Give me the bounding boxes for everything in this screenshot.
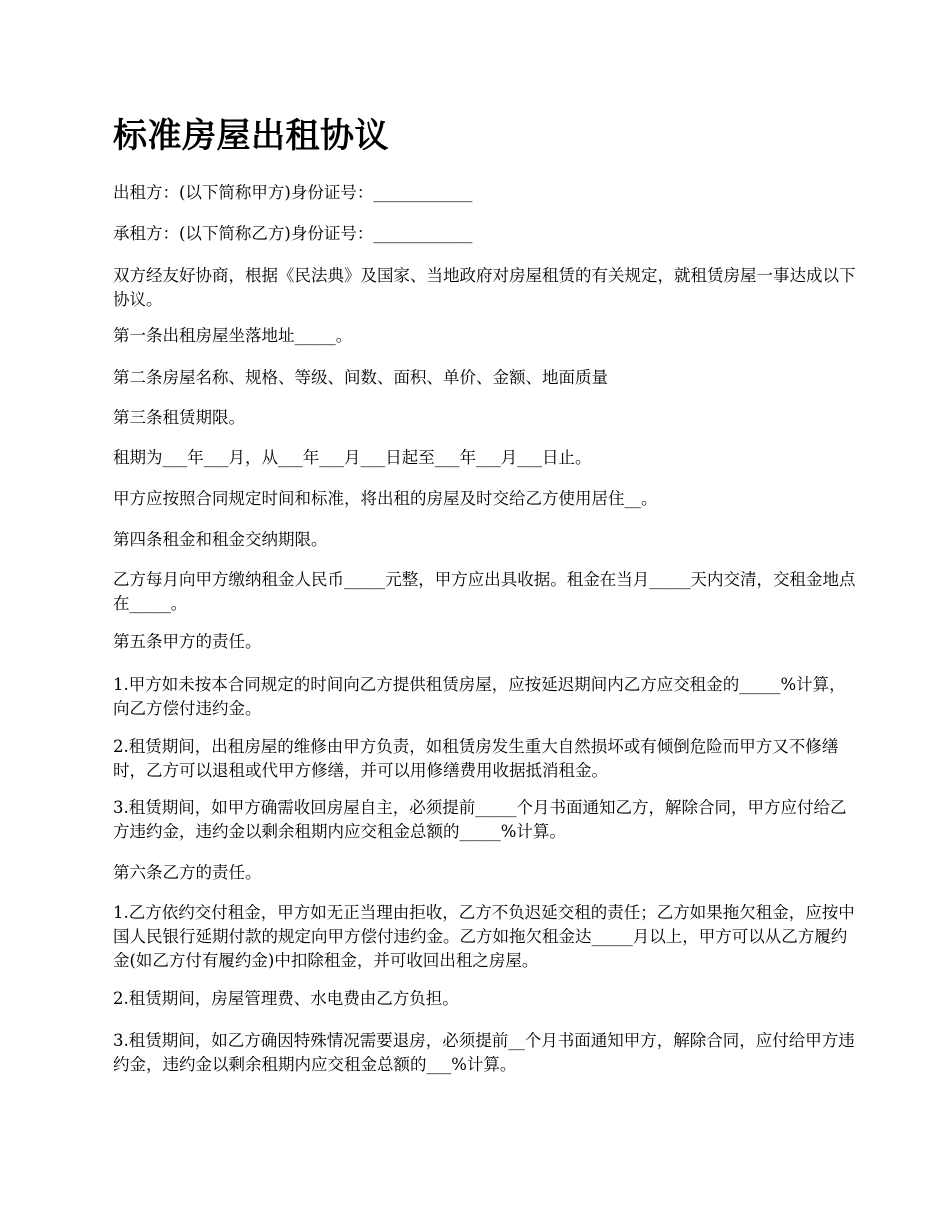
article-4-heading: 第四条租金和租金交纳期限。 bbox=[113, 530, 328, 549]
lessee-clause-2: 2.租赁期间，房屋管理费、水电费由乙方负担。 bbox=[113, 989, 459, 1008]
handover-paragraph: 甲方应按照合同规定时间和标准，将出租的房屋及时交给乙方使用居住__。 bbox=[113, 489, 658, 508]
article-5-heading: 第五条甲方的责任。 bbox=[113, 632, 262, 651]
article-2-heading: 第二条房屋名称、规格、等级、间数、面积、单价、金额、地面质量 bbox=[113, 368, 608, 387]
article-6-heading: 第六条乙方的责任。 bbox=[113, 863, 262, 882]
lease-term-paragraph: 租期为___年___月，从___年___月___日起至___年___月___日止。 bbox=[113, 448, 592, 467]
preamble-paragraph: 双方经友好协商，根据《民法典》及国家、当地政府对房屋租赁的有关规定，就租赁房屋一事达成以下协议。 bbox=[113, 266, 856, 309]
lessee-clause-1: 1.乙方依约交付租金，甲方如无正当理由拒收，乙方不负迟延交租的责任；乙方如果拖欠租金，应按中国人民银行延期付款的规定向甲方偿付违约金。乙方如拖欠租金达_____月以上，甲方可以从乙方履约金(如乙方付有履约金)中扣除租金，并可收回出租之房屋。 bbox=[113, 903, 855, 970]
article-1-heading: 第一条出租房屋坐落地址_____。 bbox=[113, 326, 353, 345]
lessor-line: 出租方：(以下简称甲方)身份证号：____________ bbox=[113, 183, 473, 202]
lessee-clause-3: 3.租赁期间，如乙方确因特殊情况需要退房，必须提前__个月书面通知甲方，解除合同，应付给甲方违约金，违约金以剩余租期内应交租金总额的___%计算。 bbox=[113, 1031, 855, 1074]
lessor-clause-1: 1.甲方如未按本合同规定的时间向乙方提供租赁房屋，应按延迟期间内乙方应交租金的_____%计算，向乙方偿付违约金。 bbox=[113, 675, 846, 718]
lessor-clause-2: 2.租赁期间，出租房屋的维修由甲方负责，如租赁房发生重大自然损坏或有倾倒危险而甲方又不修缮时，乙方可以退租或代甲方修缮，并可以用修缮费用收据抵消租金。 bbox=[113, 737, 839, 780]
document-title: 标准房屋出租协议 bbox=[113, 116, 389, 156]
rent-payment-paragraph: 乙方每月向甲方缴纳租金人民币_____元整，甲方应出具收据。租金在当月_____天内交清，交租金地点在_____。 bbox=[113, 570, 856, 613]
lessor-clause-3: 3.租赁期间，如甲方确需收回房屋自主，必须提前_____个月书面通知乙方，解除合同，甲方应付给乙方违约金，违约金以剩余租期内应交租金总额的_____%计算。 bbox=[113, 798, 847, 841]
article-3-heading: 第三条租赁期限。 bbox=[113, 408, 245, 427]
lessee-line: 承租方：(以下简称乙方)身份证号：____________ bbox=[113, 224, 473, 243]
